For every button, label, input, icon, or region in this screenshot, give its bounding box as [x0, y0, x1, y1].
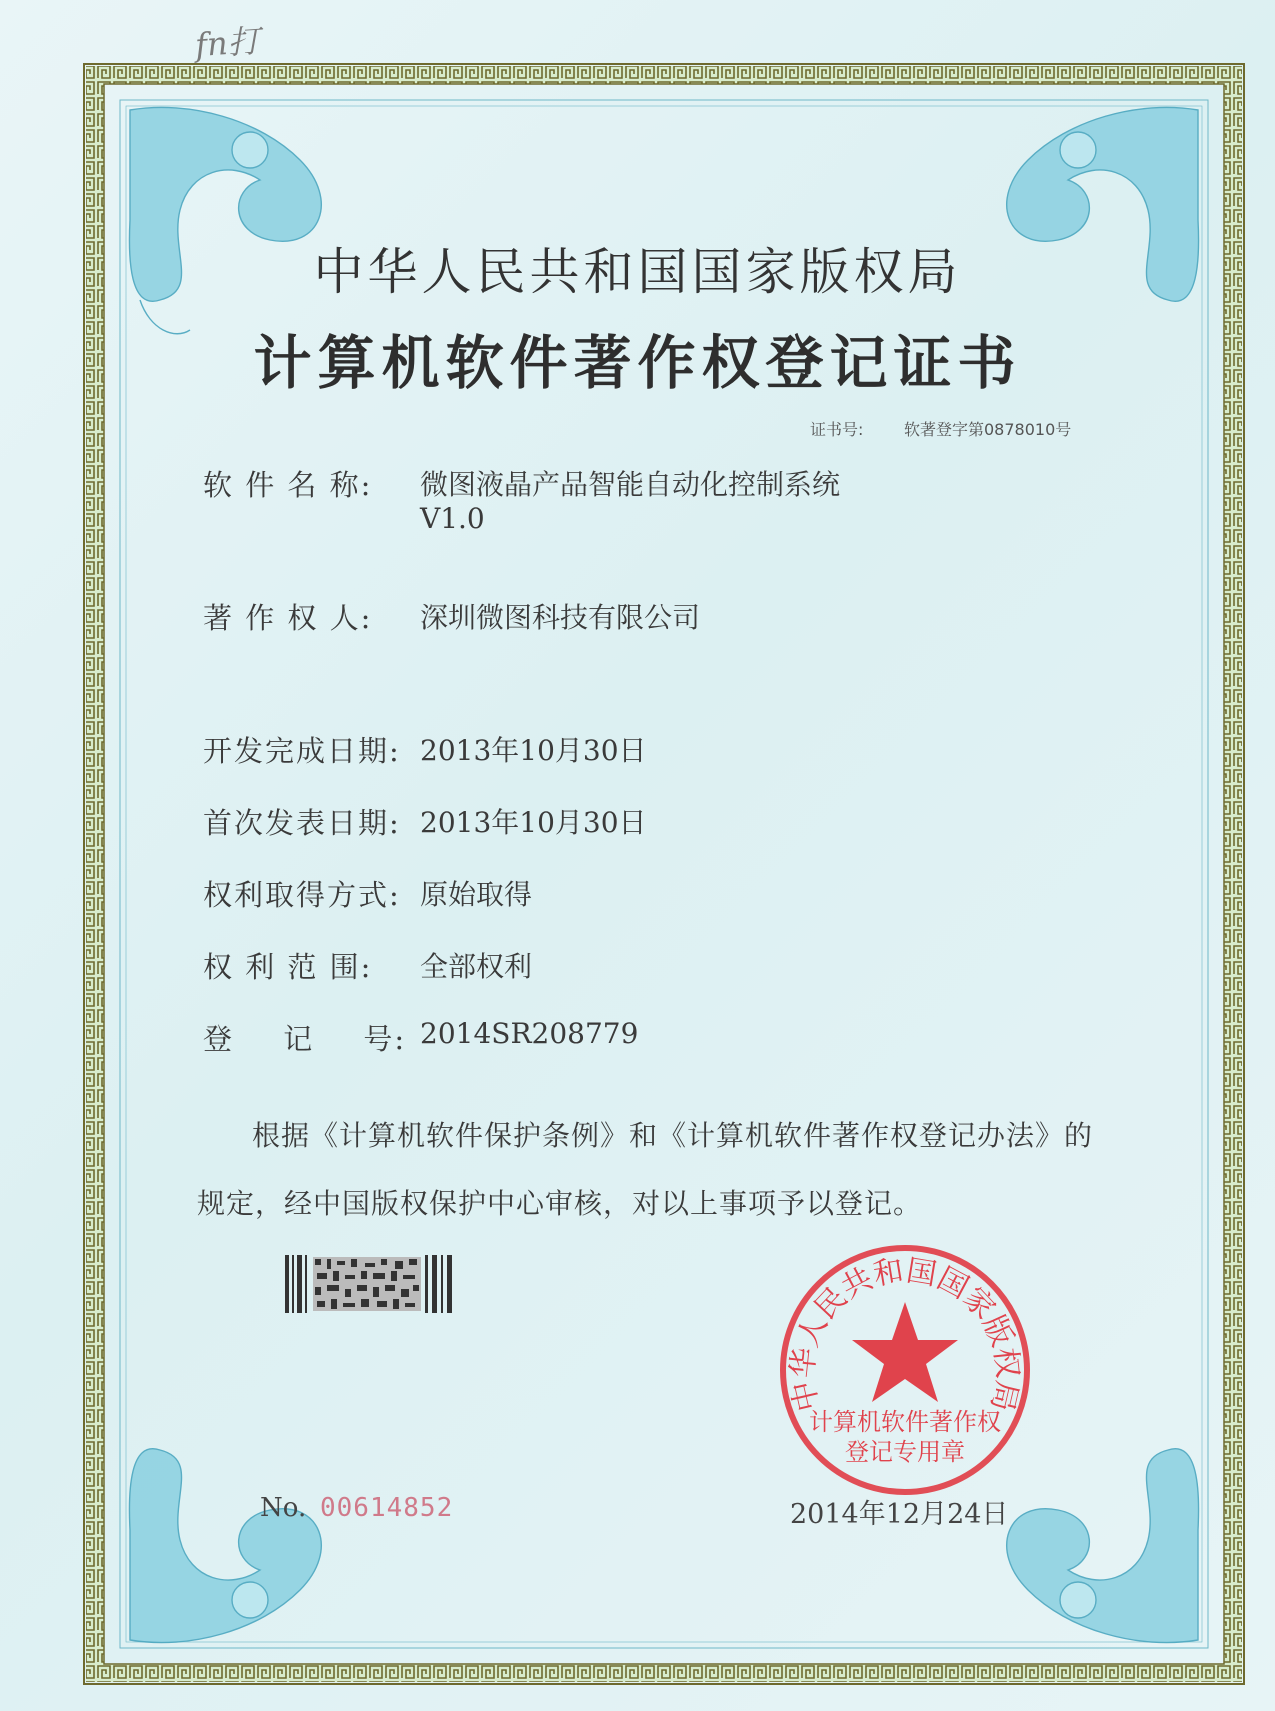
- certificate-number-value: 软著登字第0878010号: [904, 420, 1072, 439]
- issuing-authority: 中华人民共和国国家版权局: [313, 243, 962, 301]
- software-name-value: 微图液晶产品智能自动化控制系统: [420, 468, 841, 501]
- corner-ornament-bottom-right: [1007, 1449, 1199, 1643]
- registration-number-label: 登 记 号:: [203, 1022, 407, 1056]
- publication-date-value: 2013年10月30日: [420, 806, 647, 839]
- rights-scope-value: 全部权利: [420, 950, 533, 983]
- acquisition-method-label: 权利取得方式:: [203, 878, 401, 912]
- registration-number-value: 2014SR208779: [420, 1017, 639, 1050]
- registration-barcode: [285, 1255, 457, 1315]
- seal-inner-line-1: 计算机软件著作权: [809, 1408, 1001, 1436]
- issue-date: 2014年12月24日: [790, 1499, 1009, 1530]
- serial-number-label: No.: [260, 1493, 307, 1523]
- software-version-value: V1.0: [420, 502, 485, 535]
- completion-date-label: 开发完成日期:: [203, 734, 401, 768]
- copyright-owner-label: 著 作 权 人:: [203, 601, 373, 635]
- seal-ring-text: 中华人民共和国国家版权局: [785, 1253, 1025, 1415]
- official-seal: [775, 1240, 1035, 1500]
- copyright-owner-value: 深圳微图科技有限公司: [420, 601, 701, 634]
- publication-date-label: 首次发表日期:: [203, 806, 401, 840]
- statement-line-1: 根据《计算机软件保护条例》和《计算机软件著作权登记办法》的: [252, 1119, 1094, 1152]
- rights-scope-label: 权 利 范 围:: [203, 950, 373, 984]
- acquisition-method-value: 原始取得: [420, 878, 533, 911]
- certificate-title: 计算机软件著作权登记证书: [253, 329, 1022, 397]
- handwritten-note: fn打: [193, 21, 261, 65]
- seal-inner-line-2: 登记专用章: [845, 1438, 965, 1466]
- corner-ornament-bottom-left: [129, 1449, 321, 1643]
- software-name-label: 软 件 名 称:: [203, 468, 373, 502]
- statement-line-2: 规定，经中国版权保护中心审核，对以上事项予以登记。: [197, 1187, 923, 1220]
- completion-date-value: 2013年10月30日: [420, 734, 647, 767]
- seal-star-icon: [852, 1302, 958, 1402]
- serial-number-value: 00614852: [320, 1493, 454, 1523]
- certificate-number-label: 证书号:: [810, 420, 864, 439]
